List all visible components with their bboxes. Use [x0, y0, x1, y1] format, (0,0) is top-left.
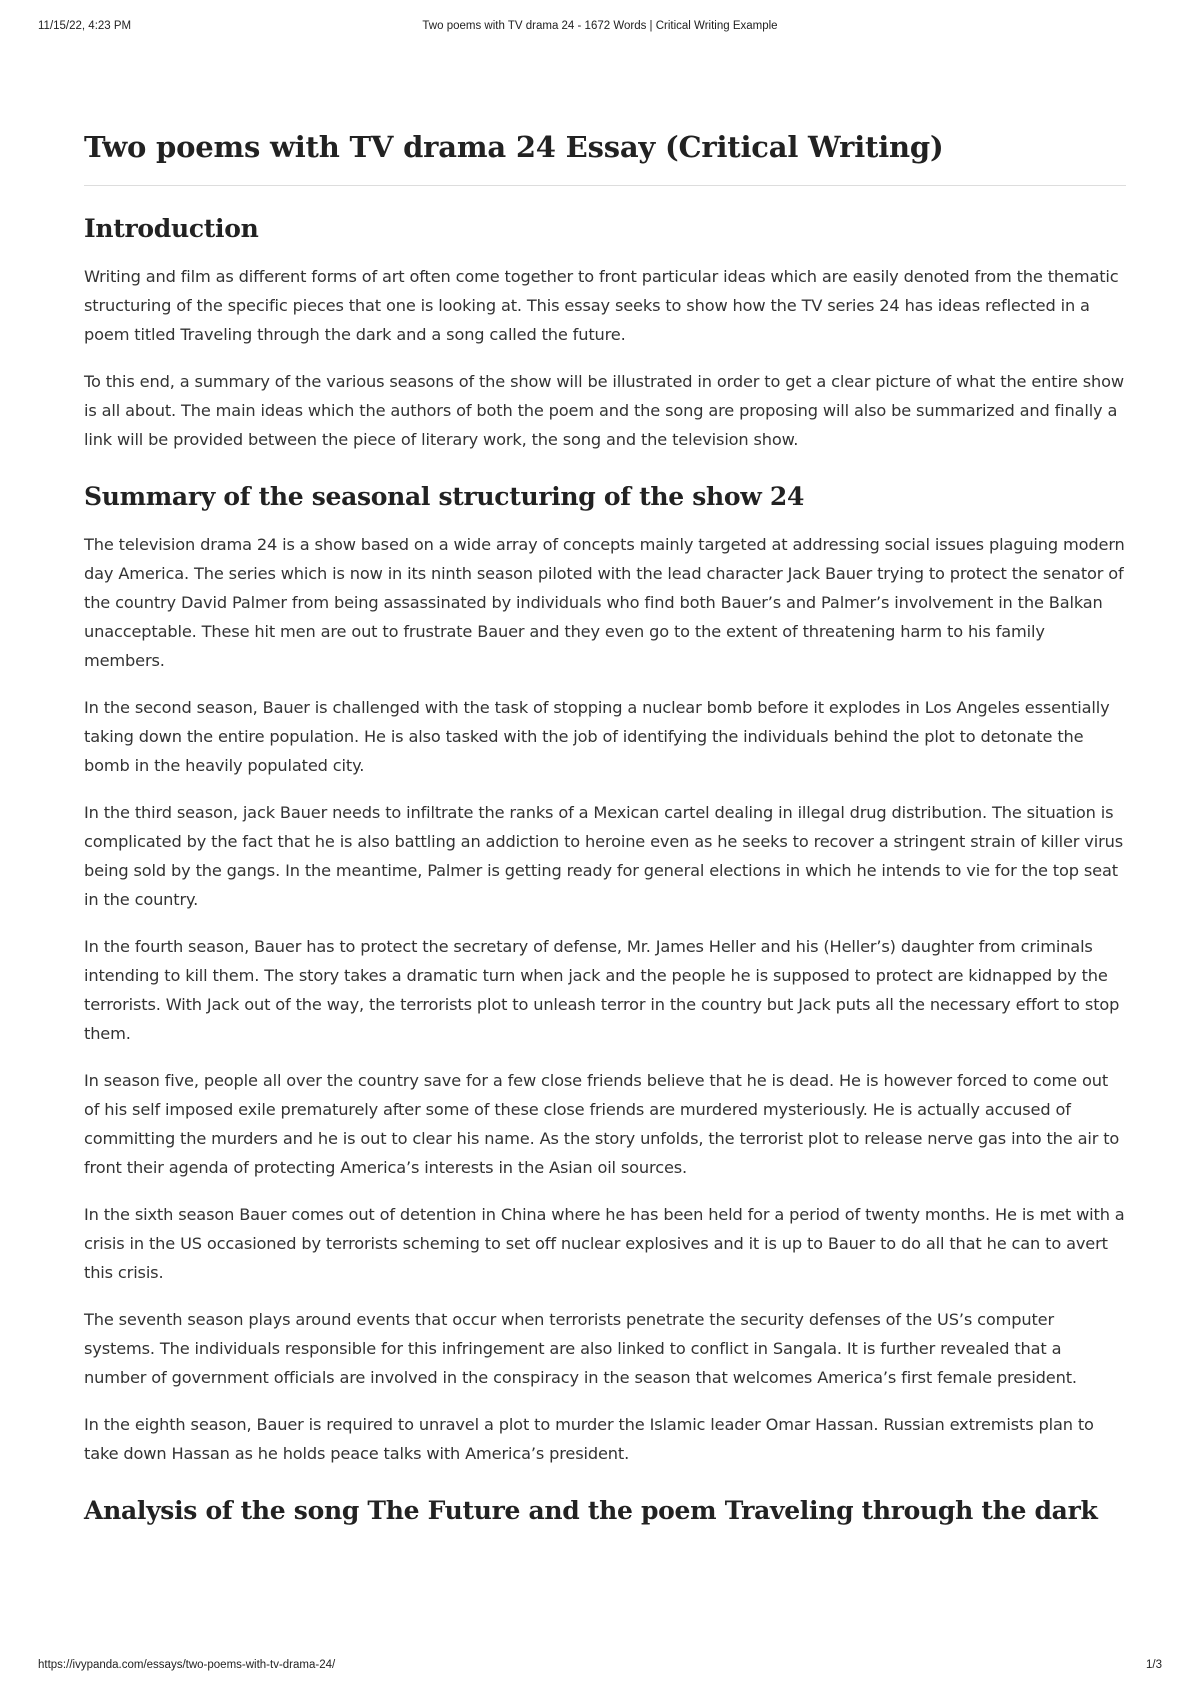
- paragraph: In the fourth season, Bauer has to protect the secretary of defense, Mr. James Heller and his (Heller’s) daughter from criminals intending to kill them. The story takes a dramatic turn when jack and the people he is supposed to protect are kidnapped by the terrorists. With Jack out of the way, the terrorists plot to unleash terror in the country but Jack puts all the necessary effort to stop them.: [84, 936, 1120, 1043]
- paragraph: The television drama 24 is a show based on a wide array of concepts mainly targeted at addressing social issues plaguing modern day America. The series which is now in its ninth season piloted with the lead character Jack Bauer trying to protect the senator of the country David Palmer from being assassinated by individuals who find both Bauer’s and Palmer’s involvement in the Balkan unacceptable. These hit men are out to frustrate Bauer and they even go to the extent of threatening harm to his family members.: [84, 534, 1125, 670]
- print-page-title: Two poems with TV drama 24 - 1672 Words | Critical Writing Example: [422, 20, 778, 32]
- section-heading-summary: Summary of the seasonal structuring of the show 24: [84, 481, 805, 511]
- paragraph: In the eighth season, Bauer is required to unravel a plot to murder the Islamic leader Omar Hassan. Russian extremists plan to take down Hassan as he holds peace talks with America’s president.: [84, 1414, 1094, 1463]
- paragraph: In the second season, Bauer is challenged with the task of stopping a nuclear bomb before it explodes in Los Angeles essentially taking down the entire population. He is also tasked with the job of identifying the individuals behind the plot to detonate the bomb in the heavily populated city.: [84, 697, 1110, 775]
- page-url: https://ivypanda.com/essays/two-poems-with-tv-drama-24/: [38, 1659, 336, 1671]
- section-heading-analysis: Analysis of the song The Future and the poem Traveling through the dark: [84, 1495, 1098, 1525]
- article-title: Two poems with TV drama 24 Essay (Critical Writing): [84, 130, 1126, 186]
- section-heading-introduction: Introduction: [84, 213, 259, 243]
- page-number: 1/3: [1146, 1659, 1162, 1671]
- paragraph: In season five, people all over the country save for a few close friends believe that he is dead. He is however forced to come out of his self imposed exile prematurely after some of these close friends are murdered mysteriously. He is actually accused of committing the murders and he is out to clear his name. As the story unfolds, the terrorist plot to release nerve gas into the air to front their agenda of protecting America’s interests in the Asian oil sources.: [84, 1070, 1120, 1177]
- paragraph: In the sixth season Bauer comes out of detention in China where he has been held for a period of twenty months. He is met with a crisis in the US occasioned by terrorists scheming to set off nuclear explosives and it is up to Bauer to do all that he can to avert this crisis.: [84, 1204, 1125, 1282]
- article: [84, 130, 1126, 1544]
- print-header: [38, 20, 1162, 38]
- paragraph: To this end, a summary of the various seasons of the show will be illustrated in order to get a clear picture of what the entire show is all about. The main ideas which the authors of both the poem and the song are proposing will also be summarized and finally a link will be provided between the piece of literary work, the song and the television show.: [84, 371, 1125, 449]
- paragraph: Writing and film as different forms of art often come together to front particular ideas which are easily denoted from the thematic structuring of the specific pieces that one is looking at. This essay seeks to show how the TV series 24 has ideas reflected in a poem titled Traveling through the dark and a song called the future.: [84, 266, 1119, 344]
- paragraph: The seventh season plays around events that occur when terrorists penetrate the security defenses of the US’s computer systems. The individuals responsible for this infringement are also linked to conflict in Sangala. It is further revealed that a number of government officials are involved in the conspiracy in the season that welcomes America’s first female president.: [84, 1309, 1077, 1387]
- print-footer: [38, 1659, 1162, 1677]
- paragraph: In the third season, jack Bauer needs to infiltrate the ranks of a Mexican cartel dealing in illegal drug distribution. The situation is complicated by the fact that he is also battling an addiction to heroine even as he seeks to recover a stringent strain of killer virus being sold by the gangs. In the meantime, Palmer is getting ready for general elections in which he intends to vie for the top seat in the country.: [84, 802, 1123, 909]
- print-datetime: 11/15/22, 4:23 PM: [38, 20, 132, 32]
